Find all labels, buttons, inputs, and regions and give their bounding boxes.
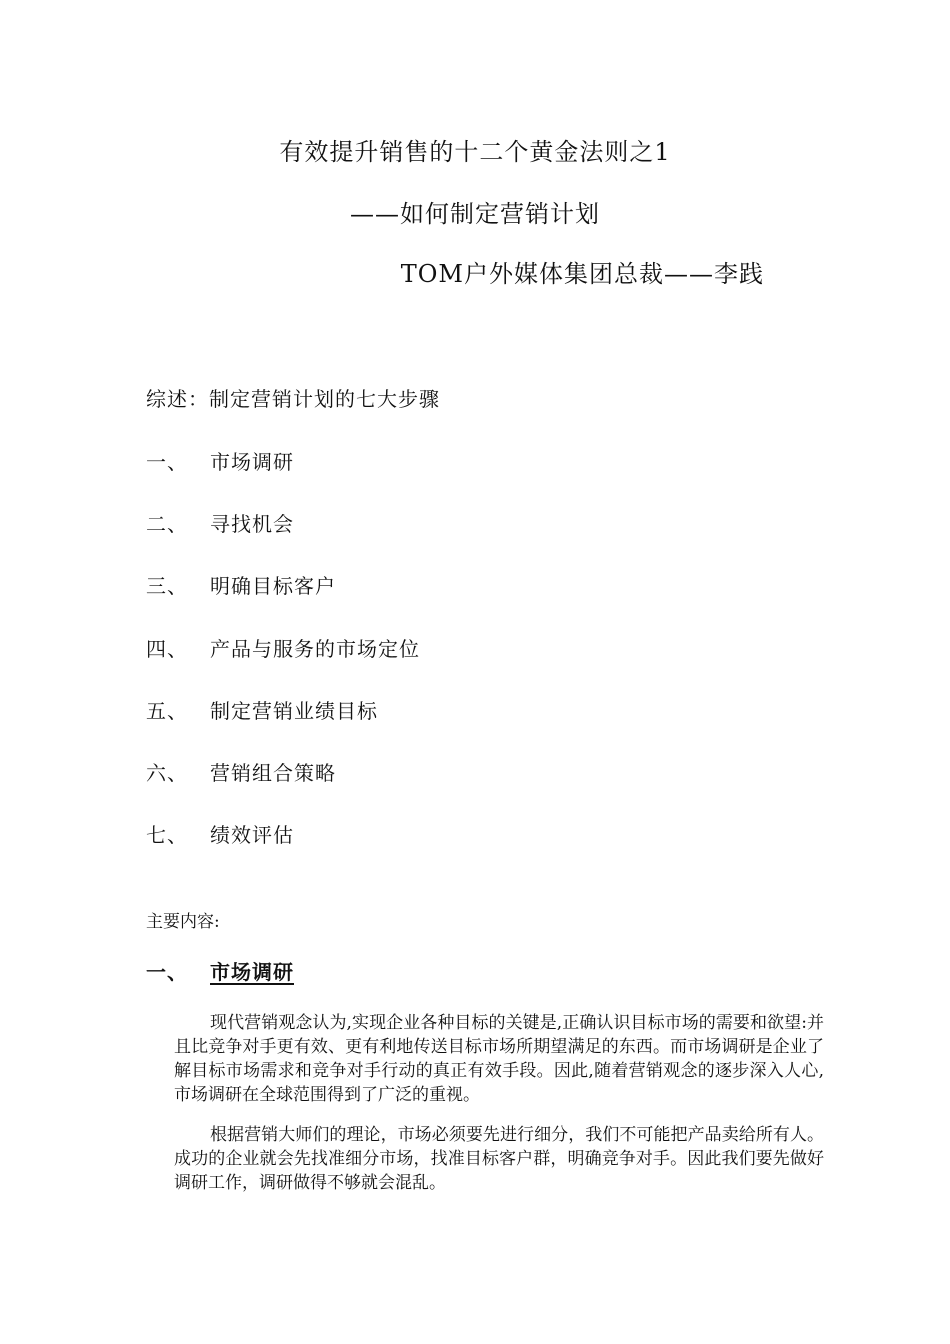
document-title: 有效提升销售的十二个黄金法则之1 [279, 138, 671, 166]
summary-line: 综述：制定营销计划的七大步骤 [146, 387, 440, 411]
step-number: 一、 [146, 450, 188, 474]
step-item [146, 635, 420, 663]
step-item [146, 759, 336, 787]
body-paragraph: 根据营销大师们的理论，市场必须要先进行细分，我们不可能把产品卖给所有人。成功的企业就会先找准细分市场，找准目标客户群，明确竞争对手。因此我们要先做好调研工作，调研做得不够就会混乱。 [174, 1125, 824, 1193]
step-number: 四、 [146, 637, 188, 661]
step-item [146, 697, 378, 725]
document-subtitle: ——如何制定营销计划 [350, 200, 600, 228]
step-label: 明确目标客户 [210, 574, 336, 598]
step-number: 七、 [146, 823, 188, 847]
step-label: 产品与服务的市场定位 [210, 637, 420, 661]
body-paragraph: 现代营销观念认为,实现企业各种目标的关键是,正确认识目标市场的需要和欲望:并且比竞争对手更有效、更有利地传送目标市场所期望满足的东西。而市场调研是企业了解目标市场需求和竞争对手行动的真正有效手段。因此,随着营销观念的逐步深入人心,市场调研在全球范围得到了广泛的重视。 [174, 1013, 824, 1105]
section-heading [146, 958, 294, 986]
step-label: 市场调研 [210, 450, 294, 474]
step-item [146, 448, 294, 476]
main-content-label: 主要内容: [146, 912, 220, 932]
section-title: 市场调研 [210, 960, 294, 984]
step-label: 制定营销业绩目标 [210, 699, 378, 723]
section-number: 一、 [146, 960, 188, 984]
document-author: TOM户外媒体集团总裁——李践 [400, 260, 764, 288]
step-number: 六、 [146, 761, 188, 785]
step-number: 三、 [146, 574, 188, 598]
step-label: 寻找机会 [210, 512, 294, 536]
step-label: 绩效评估 [210, 823, 294, 847]
step-item [146, 572, 336, 600]
step-item [146, 510, 294, 538]
step-number: 二、 [146, 512, 188, 536]
step-item [146, 821, 294, 849]
step-label: 营销组合策略 [210, 761, 336, 785]
step-number: 五、 [146, 699, 188, 723]
